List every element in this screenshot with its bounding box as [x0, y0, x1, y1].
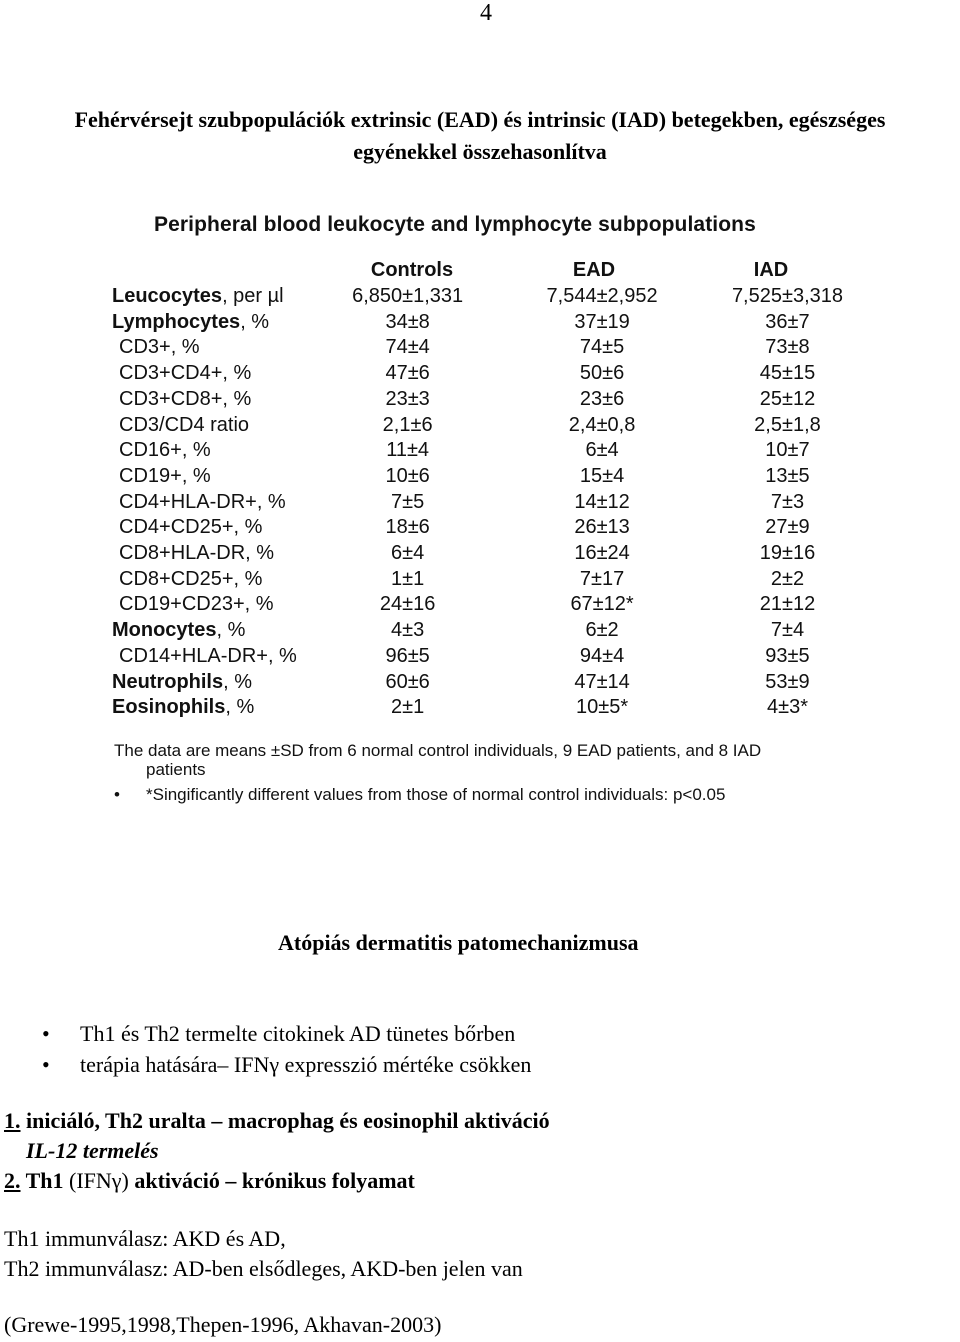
numbered-item-1: [4, 1106, 550, 1136]
item-text-ifn: (IFNγ): [69, 1168, 129, 1193]
paragraph-line-2: Th2 immunválasz: AD-ben elsődleges, AKD-ben jelen van: [4, 1256, 523, 1281]
row-label: [112, 515, 345, 541]
cell-ead: 6±2: [585, 619, 619, 642]
bullet-list: [42, 1018, 531, 1080]
cell-iad: 53±9: [765, 670, 810, 693]
cell-controls: 34±8: [385, 310, 430, 333]
column-header-ead: EAD: [572, 259, 616, 281]
table-row: [112, 567, 860, 593]
cell-controls: 2,1±6: [382, 413, 433, 436]
document-title-line-1: Fehérvérsejt szubpopulációk extrinsic (EAD) és intrinsic (IAD) betegekben, egészséges: [74, 107, 886, 132]
page-number: 4: [480, 0, 492, 26]
document-title: [0, 104, 960, 168]
cell-controls: 96±5: [385, 644, 430, 667]
cell-controls: 11±4: [386, 439, 430, 462]
cell-ead: 26±13: [574, 516, 630, 539]
cell-iad: 45±15: [759, 362, 816, 385]
row-label-text: CD8+HLA-DR, %: [119, 542, 275, 565]
row-label: [112, 592, 345, 618]
table-row: [112, 490, 860, 516]
table-row: [112, 335, 860, 361]
item-text-post: aktiváció – krónikus folyamat: [128, 1168, 415, 1193]
row-label-text: CD16+, %: [119, 439, 211, 462]
cell-ead: 7,544±2,952: [546, 285, 658, 307]
row-label-text: CD3/CD4 ratio: [119, 413, 250, 436]
cell-controls: 2±1: [391, 696, 425, 719]
row-label-text: CD3+CD8+, %: [119, 387, 252, 410]
paragraph-line-1: Th1 immunválasz: AKD és AD,: [4, 1226, 286, 1251]
cell-ead: 2,4±0,8: [568, 413, 636, 436]
cell-controls: 74±4: [385, 336, 430, 359]
item-text-pre: Th1: [20, 1168, 70, 1193]
cell-iad: 7±3: [770, 490, 805, 513]
table-row: [112, 695, 860, 721]
bullet-icon: •: [42, 1021, 50, 1046]
row-label: [112, 361, 345, 387]
figure-note-line-1: The data are means ±SD from 6 normal control individuals, 9 EAD patients, and 8 IAD: [114, 741, 762, 760]
table-row: [112, 644, 860, 670]
cell-iad: 2±2: [770, 567, 805, 590]
cell-ead: 67±12*: [570, 593, 634, 616]
cell-iad: 7,525±3,318: [731, 285, 844, 307]
cell-controls: 4±3: [391, 619, 425, 642]
row-label-bold: Lymphocytes: [112, 310, 241, 333]
table-row: [112, 413, 860, 439]
cell-ead: 23±6: [579, 387, 625, 410]
figure-note: [114, 741, 834, 779]
row-label: [112, 670, 345, 696]
immune-response-paragraph: [4, 1224, 523, 1284]
bullet-icon: •: [114, 785, 120, 804]
row-label: [112, 464, 345, 490]
subpopulation-table: [112, 284, 860, 721]
cell-iad: 21±12: [759, 593, 816, 616]
row-label: [112, 541, 345, 567]
cell-controls: 60±6: [385, 670, 430, 693]
cell-iad: 7±4: [770, 619, 805, 642]
column-header-controls: Controls: [370, 259, 454, 281]
cell-iad: 10±7: [765, 439, 810, 462]
cell-controls: 10±6: [385, 464, 430, 487]
document-title-line-2: egyénekkel összehasonlítva: [353, 139, 607, 164]
list-item-text: terápia hatására– IFNγ expresszió mértéke csökken: [80, 1052, 532, 1077]
row-label: [112, 387, 345, 413]
cell-iad: 27±9: [765, 516, 810, 539]
cell-ead: 10±5*: [576, 696, 629, 719]
row-label-text: CD19+, %: [119, 464, 211, 487]
row-label: [112, 284, 345, 310]
figure-significance-note: [114, 785, 725, 805]
table-row: [112, 438, 860, 464]
numbered-list: [4, 1106, 550, 1196]
cell-ead: 6±4: [585, 439, 619, 462]
row-label: [112, 335, 345, 361]
row-label-text: CD4+CD25+, %: [119, 516, 263, 539]
figure-note-line-2: patients: [146, 760, 206, 779]
cell-iad: 36±7: [765, 310, 810, 333]
table-row: [112, 618, 860, 644]
significance-text: *Singificantly different values from those of normal control individuals: p<0.05: [146, 785, 726, 804]
cell-iad: 4±3*: [766, 696, 808, 719]
cell-ead: 16±24: [574, 542, 630, 565]
row-label-text: , %: [223, 670, 253, 693]
cell-controls: 24±16: [379, 593, 436, 616]
row-label-text: CD3+, %: [119, 336, 200, 359]
cell-controls: 1±1: [391, 567, 425, 590]
row-label: [112, 490, 345, 516]
row-label: [112, 310, 345, 336]
item-number: 2.: [4, 1168, 21, 1193]
section-title: Atópiás dermatitis patomechanizmusa: [278, 930, 639, 955]
row-label-bold: Eosinophils: [112, 696, 226, 719]
row-label-bold: Neutrophils: [112, 670, 224, 693]
row-label: [112, 695, 345, 721]
table-row: [112, 464, 860, 490]
table-row: [112, 670, 860, 696]
row-label-text: CD19+CD23+, %: [119, 593, 274, 616]
row-label-text: CD14+HLA-DR+, %: [119, 644, 297, 667]
cell-iad: 25±12: [759, 387, 816, 410]
table-row: [112, 310, 860, 336]
list-item: [42, 1018, 531, 1049]
row-label-text: CD4+HLA-DR+, %: [119, 490, 286, 513]
row-label-text: , per µl: [222, 285, 284, 307]
row-label-text: , %: [225, 696, 255, 719]
numbered-item-2: [4, 1166, 550, 1196]
cell-controls: 6,850±1,331: [352, 285, 464, 307]
cell-ead: 50±6: [579, 362, 625, 385]
bullet-icon: •: [42, 1052, 50, 1077]
figure-title: Peripheral blood leukocyte and lymphocyte subpopulations: [154, 213, 756, 236]
table-row: [112, 387, 860, 413]
row-label: [112, 567, 345, 593]
cell-iad: 73±8: [765, 336, 810, 359]
cell-controls: 23±3: [385, 387, 430, 410]
citation: (Grewe-1995,1998,Thepen-1996, Akhavan-2003): [4, 1312, 442, 1337]
column-header-iad: IAD: [753, 259, 789, 281]
table-row: [112, 515, 860, 541]
scanned-table-figure: [100, 205, 860, 825]
table-row: [112, 361, 860, 387]
row-label: [112, 644, 345, 670]
row-label-bold: Monocytes: [112, 619, 217, 642]
cell-controls: 47±6: [385, 362, 430, 385]
cell-controls: 7±5: [391, 490, 425, 513]
list-item-text: Th1 és Th2 termelte citokinek AD tünetes bőrben: [80, 1021, 516, 1046]
list-item: [42, 1049, 531, 1080]
cell-ead: 74±5: [579, 336, 625, 359]
cell-iad: 2,5±1,8: [754, 413, 821, 436]
cell-controls: 18±6: [385, 516, 430, 539]
numbered-item-1-sub: IL-12 termelés: [26, 1138, 159, 1163]
row-label-text: , %: [216, 619, 246, 642]
row-label-text: CD8+CD25+, %: [119, 567, 263, 590]
cell-iad: 13±5: [765, 464, 810, 487]
row-label: [112, 413, 345, 439]
cell-ead: 94±4: [579, 644, 625, 667]
cell-ead: 14±12: [574, 490, 630, 513]
row-label: [112, 618, 345, 644]
cell-ead: 37±19: [574, 310, 630, 333]
cell-iad: 19±16: [759, 542, 816, 565]
cell-iad: 93±5: [765, 644, 810, 667]
cell-controls: 6±4: [391, 542, 425, 565]
row-label-bold: Leucocytes: [112, 285, 223, 307]
row-label-text: CD3+CD4+, %: [119, 362, 252, 385]
table-row: [112, 541, 860, 567]
table-row: [112, 592, 860, 618]
item-text: iniciáló, Th2 uralta – macrophag és eosinophil aktiváció: [20, 1108, 550, 1133]
cell-ead: 15±4: [579, 464, 625, 487]
row-label: [112, 438, 345, 464]
cell-ead: 7±17: [579, 567, 625, 590]
cell-ead: 47±14: [574, 670, 630, 693]
table-row: [112, 284, 860, 310]
row-label-text: , %: [240, 310, 270, 333]
item-number: 1.: [4, 1108, 21, 1133]
